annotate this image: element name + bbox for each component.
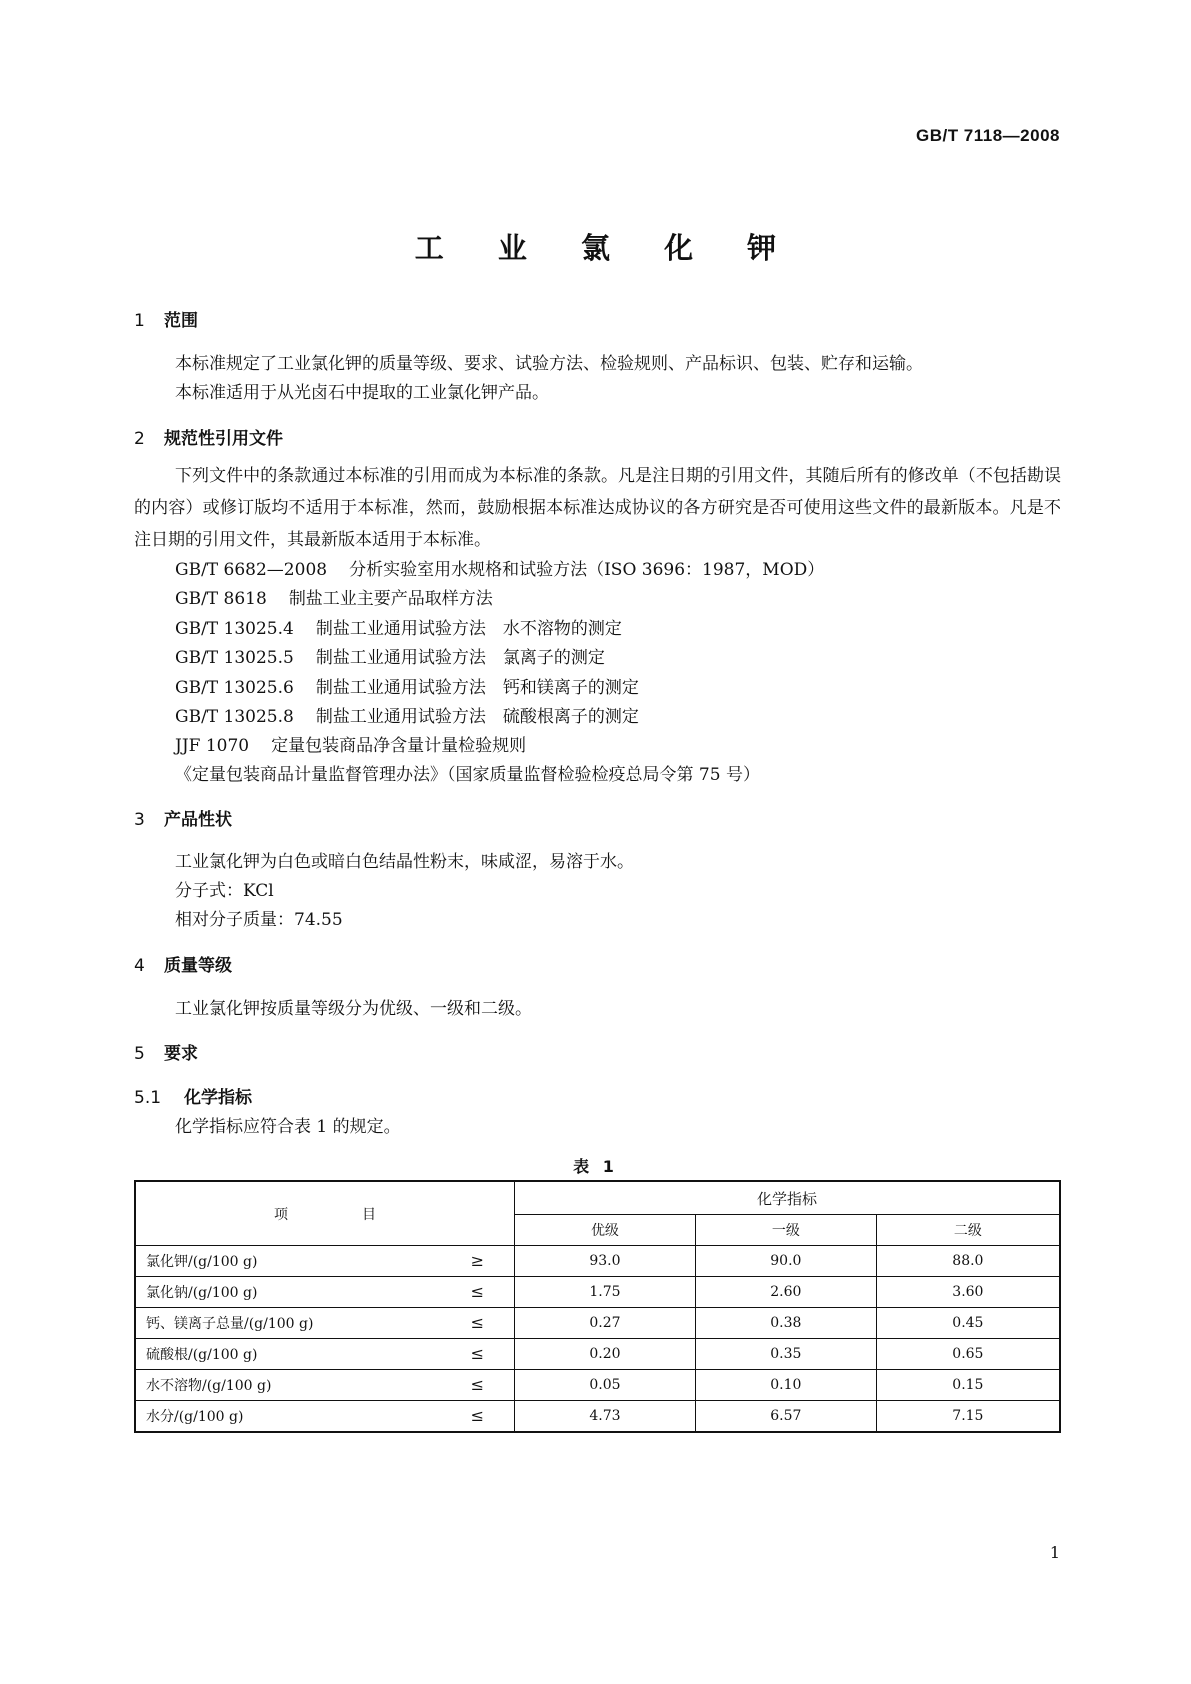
value-cell: 88.0 — [876, 1246, 1060, 1277]
comparison-symbol: ≥ — [470, 1251, 484, 1270]
reference-item-regulation: 《定量包装商品计量监督管理办法》（国家质量监督检验检疫总局令第 75 号） — [175, 765, 760, 785]
paragraph: 化学指标应符合表 1 的规定。 — [175, 1117, 401, 1137]
item-name-cell — [135, 1246, 515, 1277]
section-title: 要求 — [164, 1044, 198, 1064]
comparison-symbol: ≤ — [470, 1344, 484, 1363]
paragraph: 工业氯化钾为白色或暗白色结晶性粉末，味咸涩，易溶于水。 — [175, 852, 634, 872]
paragraph: 分子式：KCl — [175, 881, 274, 901]
section-number: 3 — [134, 810, 145, 830]
value-cell: 0.45 — [876, 1308, 1060, 1339]
comparison-symbol: ≤ — [470, 1375, 484, 1394]
value-cell: 2.60 — [695, 1277, 876, 1308]
reference-code: GB/T 13025.6 — [175, 678, 294, 698]
section-number: 2 — [134, 429, 145, 449]
item-name-cell — [135, 1277, 515, 1308]
table-row — [135, 1246, 1060, 1277]
value-cell: 0.65 — [876, 1339, 1060, 1370]
section-number: 1 — [134, 311, 145, 331]
value-cell: 0.27 — [515, 1308, 696, 1339]
paragraph: 本标准规定了工业氯化钾的质量等级、要求、试验方法、检验规则、产品标识、包装、贮存和运输。 — [175, 354, 923, 374]
reference-item — [175, 702, 639, 727]
comparison-symbol: ≤ — [470, 1406, 484, 1425]
paragraph: 本标准适用于从光卤石中提取的工业氯化钾产品。 — [175, 383, 549, 403]
grade-header-premium: 优级 — [515, 1215, 696, 1246]
reference-title: 制盐工业通用试验方法 氯离子的测定 — [315, 648, 605, 668]
item-name: 水分/(g/100 g) — [146, 1409, 244, 1425]
references-intro: 下列文件中的条款通过本标准的引用而成为本标准的条款。凡是注日期的引用文件，其随后所有的修改单（不包括勘误的内容）或修订版均不适用于本标准，然而，鼓励根据本标准达成协议的各方研究是否可使用这些文件的最新版本。凡是不注日期的引用文件，其最新版本适用于本标准。 — [134, 466, 1061, 550]
section-3-heading — [134, 805, 232, 830]
section-1-heading — [134, 306, 198, 331]
section-number: 4 — [134, 956, 145, 976]
value-cell: 0.05 — [515, 1370, 696, 1401]
value-cell: 7.15 — [876, 1401, 1060, 1433]
reference-title: 制盐工业通用试验方法 硫酸根离子的测定 — [315, 707, 639, 727]
section-title: 质量等级 — [164, 956, 232, 976]
value-cell: 1.75 — [515, 1277, 696, 1308]
value-cell: 0.38 — [695, 1308, 876, 1339]
chemical-index-table — [134, 1180, 1061, 1433]
grade-header-first: 一级 — [695, 1215, 876, 1246]
reference-item — [175, 555, 824, 580]
paragraph: 相对分子质量：74.55 — [175, 910, 343, 930]
section-title: 规范性引用文件 — [164, 429, 283, 449]
section-title: 范围 — [164, 311, 198, 331]
value-cell: 93.0 — [515, 1246, 696, 1277]
value-cell: 6.57 — [695, 1401, 876, 1433]
section-number: 5 — [134, 1044, 145, 1064]
value-cell: 0.35 — [695, 1339, 876, 1370]
section-5-heading — [134, 1039, 198, 1064]
table-row — [135, 1339, 1060, 1370]
section-2-heading — [134, 424, 283, 449]
comparison-symbol: ≤ — [470, 1313, 484, 1332]
reference-item — [175, 584, 493, 609]
item-name: 硫酸根/(g/100 g) — [146, 1347, 258, 1363]
value-cell: 0.15 — [876, 1370, 1060, 1401]
reference-item — [175, 643, 605, 668]
standard-code: GB/T 7118—2008 — [915, 126, 1060, 145]
item-name-cell — [135, 1339, 515, 1370]
section-number: 5.1 — [134, 1088, 162, 1108]
table-row — [135, 1370, 1060, 1401]
value-cell: 0.20 — [515, 1339, 696, 1370]
reference-title: 制盐工业通用试验方法 钙和镁离子的测定 — [315, 678, 639, 698]
item-column-header: 项 目 — [135, 1181, 515, 1246]
item-name: 氯化钾/(g/100 g) — [146, 1254, 258, 1270]
reference-title: 分析实验室用水规格和试验方法（ISO 3696：1987，MOD） — [349, 560, 825, 580]
paragraph: 工业氯化钾按质量等级分为优级、一级和二级。 — [175, 999, 532, 1019]
reference-title: 定量包装商品净含量计量检验规则 — [271, 736, 527, 756]
reference-code: GB/T 13025.5 — [175, 648, 294, 668]
chemical-index-header: 化学指标 — [515, 1181, 1061, 1215]
value-cell: 3.60 — [876, 1277, 1060, 1308]
section-title: 产品性状 — [164, 810, 232, 830]
reference-item — [175, 614, 622, 639]
comparison-symbol: ≤ — [470, 1282, 484, 1301]
reference-title: 制盐工业通用试验方法 水不溶物的测定 — [315, 619, 622, 639]
grade-header-second: 二级 — [876, 1215, 1060, 1246]
reference-item — [175, 673, 639, 698]
page-number: 1 — [1049, 1543, 1060, 1562]
item-name-cell — [135, 1308, 515, 1339]
section-title: 化学指标 — [184, 1088, 252, 1108]
value-cell: 90.0 — [695, 1246, 876, 1277]
item-name: 水不溶物/(g/100 g) — [146, 1378, 272, 1394]
table-row — [135, 1277, 1060, 1308]
reference-code: JJF 1070 — [175, 736, 250, 756]
section-5-1-heading — [134, 1083, 252, 1108]
section-4-heading — [134, 951, 232, 976]
table-caption: 表 1 — [573, 1157, 618, 1176]
item-name: 氯化钠/(g/100 g) — [146, 1285, 258, 1301]
reference-code: GB/T 13025.4 — [175, 619, 294, 639]
reference-item — [175, 731, 526, 756]
item-name-cell — [135, 1370, 515, 1401]
reference-title: 制盐工业主要产品取样方法 — [288, 589, 493, 609]
reference-code: GB/T 8618 — [175, 589, 267, 609]
table-row — [135, 1308, 1060, 1339]
table-row — [135, 1401, 1060, 1433]
reference-code: GB/T 13025.8 — [175, 707, 294, 727]
value-cell: 0.10 — [695, 1370, 876, 1401]
item-name: 钙、镁离子总量/(g/100 g) — [146, 1316, 314, 1332]
item-name-cell — [135, 1401, 515, 1433]
document-title: 工 业 氯 化 钾 — [414, 231, 799, 265]
value-cell: 4.73 — [515, 1401, 696, 1433]
reference-code: GB/T 6682—2008 — [175, 560, 328, 580]
